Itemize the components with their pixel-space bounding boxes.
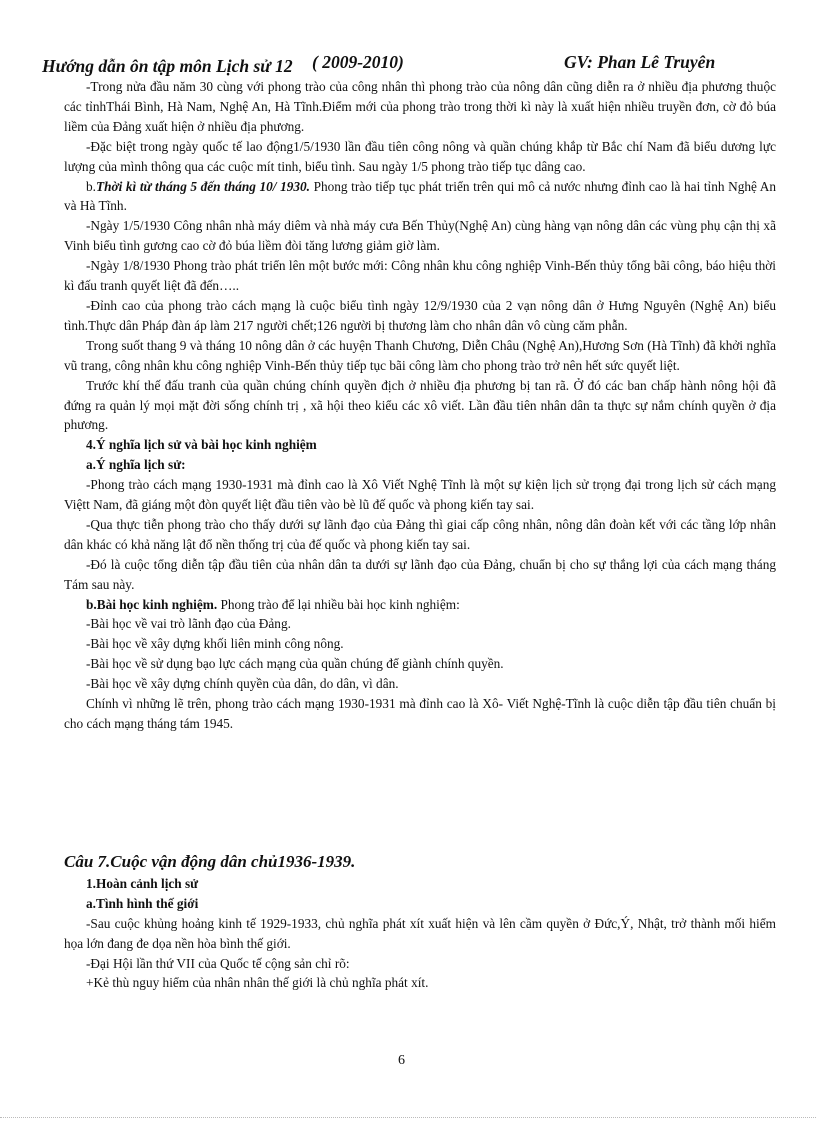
- paragraph-prefix: b.: [86, 178, 96, 194]
- page-bottom-border: [0, 1117, 816, 1118]
- list-item: -Bài học về xây dựng chính quyền của dân, do dân, vì dân.: [86, 676, 399, 692]
- paragraph: -Đó là cuộc tổng diễn tập đầu tiên của nhân dân ta dưới sự lãnh đạo của Đảng, chuẩn bị cho sự thắng lợi của cách mạng tháng Tám sau này.: [64, 556, 776, 592]
- paragraph-text: Phong trào để lại nhiều bài học kinh nghiệm:: [217, 596, 460, 612]
- document-body: [64, 77, 776, 993]
- header-author: GV: Phan Lê Truyên: [564, 52, 716, 72]
- section-heading: 4.Ý nghĩa lịch sử và bài học kinh nghiệm: [86, 437, 317, 453]
- page-header: [42, 50, 782, 80]
- paragraph: -Ngày 1/8/1930 Phong trào phát triển lên một bước mới: Công nhân khu công nghiệp Vinh-Bến thủy tổng bãi công, báo hiệu thời kì đấu tranh quyết liệt đã đến…..: [64, 258, 776, 294]
- paragraph-text: Phong trào tiếp tục phát triển trên qui mô cả nước nhưng đỉnh cao là hai tỉnh Nghệ An và Hà Tĩnh.: [64, 178, 776, 214]
- paragraph: -Phong trào cách mạng 1930-1931 mà đỉnh cao là Xô Viết Nghệ Tĩnh là một sự kiện lịch sử trọng đại trong lịch sử cách mạng Việtt Nam, đã giáng một đòn quyết liệt đầu tiên vào bè lũ đế quốc và phong kiến tay sai.: [64, 477, 776, 513]
- list-item: -Bài học về vai trò lãnh đạo của Đảng.: [86, 616, 291, 632]
- question-heading: Câu 7.Cuộc vận động dân chủ1936-1939.: [64, 851, 356, 871]
- section-heading: 1.Hoàn cảnh lịch sử: [86, 875, 199, 891]
- subsection-heading: a.Tình hình thế giới: [86, 895, 199, 911]
- paragraph: -Đặc biệt trong ngày quốc tế lao động1/5/1930 lần đầu tiên công nông và quần chúng khắp từ Bắc chí Nam đã biểu dương lực lượng của mình thông qua các cuộc mít tinh, biểu tình. Sau ngày 1/5 phong trào tiếp tục dâng cao.: [64, 138, 776, 174]
- subsection-heading: b.Bài học kinh nghiệm.: [86, 596, 218, 612]
- subsection-lesson: [64, 595, 776, 615]
- paragraph: -Đỉnh cao của phong trào cách mạng là cuộc biểu tình ngày 12/9/1930 của 2 vạn nông dân ở Hưng Nguyên (Nghệ An) biểu tình.Thực dân Pháp đàn áp làm 217 người chết;126 người bị thương làm cho nhân dân vô cùng căm phẫn.: [64, 297, 776, 333]
- paragraph: +Kẻ thù nguy hiểm của nhân nhân thế giới là chủ nghĩa phát xít.: [86, 975, 429, 991]
- paragraph: -Sau cuộc khủng hoảng kinh tế 1929-1933, chủ nghĩa phát xít xuất hiện và lên cầm quyền ở Đức,Ý, Nhật, trở thành mối hiểm họa lớn đang đe dọa nền hòa bình thế giới.: [64, 915, 776, 951]
- paragraph: -Ngày 1/5/1930 Công nhân nhà máy diêm và nhà máy cưa Bến Thủy(Nghệ An) cùng hàng vạn nông dân các vùng phụ cận thị xã Vinh biểu tình gương cao cờ đỏ búa liềm đòi tăng lương giảm giờ làm.: [64, 218, 776, 254]
- paragraph: -Trong nửa đầu năm 30 cùng với phong trào của công nhân thì phong trào của nông dân cũng diễn ra ở nhiều địa phương thuộc các tỉnhThái Bình, Hà Nam, Nghệ An, Hà Tĩnh.Điểm mới của phong trào trong thời kì này là xuất hiện nhiều truyền đơn, cờ đỏ búa liềm của Đảng xuất hiện ở nhiều địa phương.: [64, 79, 776, 134]
- list-item: -Bài học về xây dựng khối liên minh công nông.: [86, 636, 344, 652]
- list-item: -Bài học về sử dụng bạo lực cách mạng của quần chúng để giành chính quyền.: [86, 656, 504, 672]
- paragraph: -Đại Hội lần thứ VII của Quốc tế cộng sản chỉ rõ:: [86, 955, 350, 971]
- page-number: 6: [398, 1053, 405, 1068]
- paragraph: Trong suốt thang 9 và tháng 10 nông dân ở các huyện Thanh Chương, Diễn Châu (Nghệ An),Hương Sơn (Hà Tĩnh) đã khởi nghĩa vũ trang, công nhân khu công nghiệp Vinh-Bến thủy tiếp tục bãi công làm cho phong trào trở nên hết sức quyết liệt.: [64, 337, 776, 373]
- paragraph: Trước khí thế đấu tranh của quần chúng chính quyền địch ở nhiều địa phương bị tan rã. Ở đó các ban chấp hành nông hội đã đứng ra quản lý mọi mặt đời sống chính trị , xã hội theo kiểu các xô viết. Lần đầu tiên nhân dân ta thực sự nắm chính quyền ở địa phương.: [64, 377, 776, 433]
- paragraph: Chính vì những lẽ trên, phong trào cách mạng 1930-1931 mà đỉnh cao là Xô- Viết Nghệ-Tĩnh là cuộc diễn tập đầu tiên chuẩn bị cho cách mạng tháng tám 1945.: [64, 696, 776, 731]
- subsection-heading: a.Ý nghĩa lịch sử:: [86, 457, 186, 473]
- header-title: Hướng dẫn ôn tập môn Lịch sử 12: [42, 56, 293, 76]
- paragraph: -Qua thực tiễn phong trào cho thấy dưới sự lãnh đạo của Đảng thì giai cấp công nhân, nông dân đoàn kết với các tầng lớp nhân dân khác có khả năng lật đổ nền thống trị của đế quốc và phong kiến tay sai.: [64, 516, 776, 552]
- spacer: [64, 734, 776, 850]
- paragraph-period-heading: [64, 177, 776, 217]
- period-title: Thời kì từ tháng 5 đến tháng 10/ 1930.: [95, 178, 310, 194]
- header-year: ( 2009-2010): [312, 52, 404, 72]
